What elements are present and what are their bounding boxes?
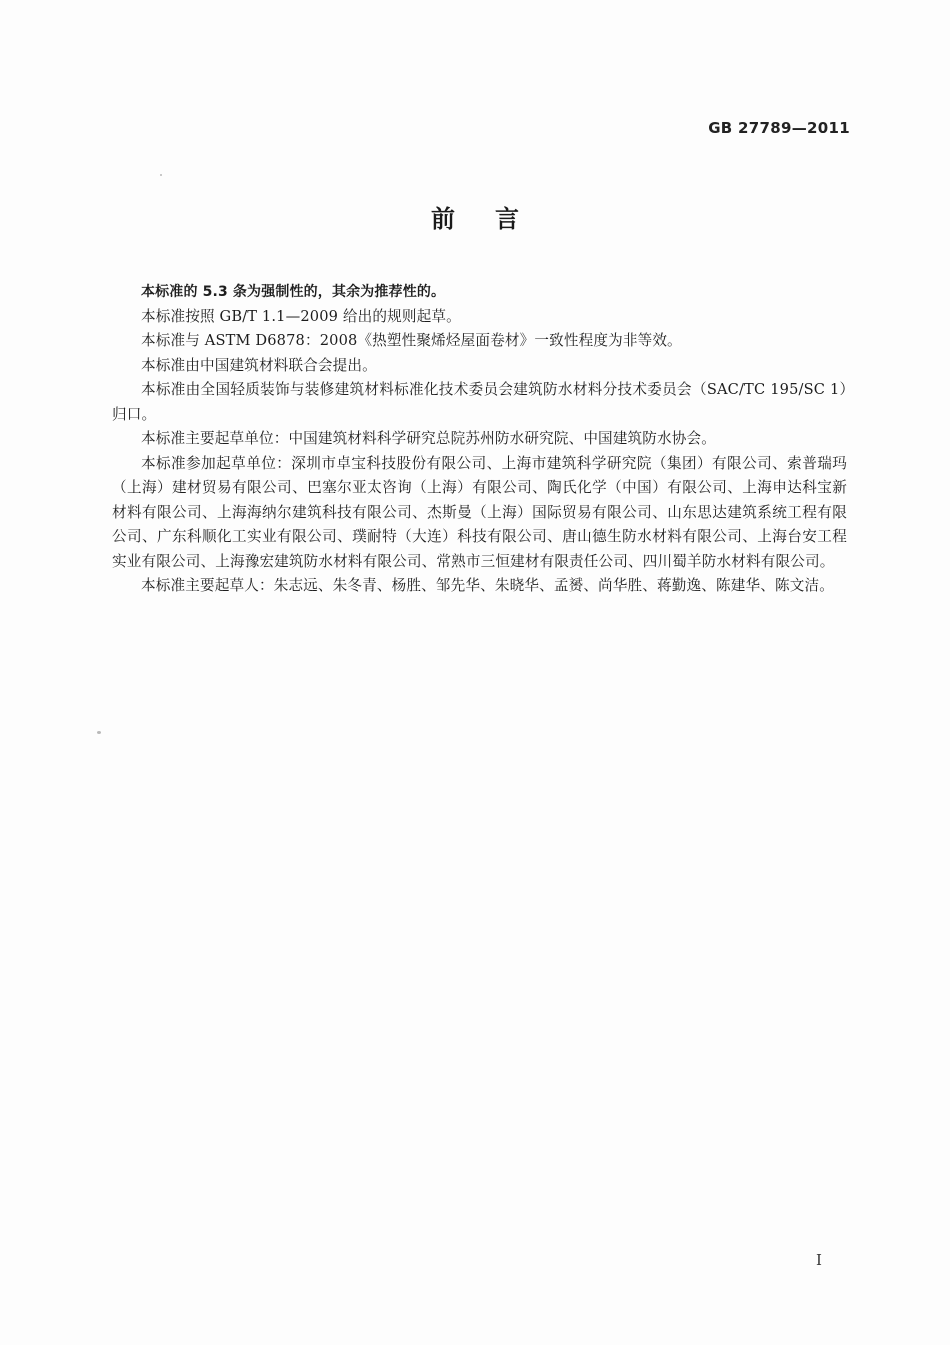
- paragraph-participating-orgs: 本标准参加起草单位：深圳市卓宝科技股份有限公司、上海市建筑科学研究院（集团）有限公司、索普瑞玛（上海）建材贸易有限公司、巴塞尔亚太咨询（上海）有限公司、陶氏化学（中国）有限公司、上海申达科宝新材料有限公司、上海海纳尔建筑科技有限公司、杰斯曼（上海）国际贸易有限公司、山东思达建筑系统工程有限公司、广东科顺化工实业有限公司、璞耐特（大连）科技有限公司、唐山德生防水材料有限公司、上海台安工程实业有限公司、上海豫宏建筑防水材料有限公司、常熟市三恒建材有限责任公司、四川蜀羊防水材料有限公司。: [112, 454, 847, 570]
- paragraph-equivalence: 本标准与 ASTM D6878：2008《热塑性聚烯烃屋面卷材》一致性程度为非等效。: [141, 332, 682, 349]
- page-title: 前言: [431, 205, 559, 233]
- paragraph-drafting-rules: 本标准按照 GB/T 1.1—2009 给出的规则起草。: [141, 307, 461, 325]
- paragraph-mandatory-clause: 本标准的 5.3 条为强制性的，其余为推荐性的。: [141, 284, 446, 300]
- paragraph-main-drafters: 本标准主要起草人：朱志远、朱冬青、杨胜、邹先华、朱晓华、孟赟、尚华胜、蒋勤逸、陈建华、陈文洁。: [141, 577, 834, 594]
- scan-speck: [160, 174, 162, 176]
- paragraph-proposer: 本标准由中国建筑材料联合会提出。: [141, 356, 377, 374]
- foreword-body: [112, 280, 847, 599]
- page-number: I: [816, 1251, 822, 1269]
- paragraph-main-drafters-org: 本标准主要起草单位：中国建筑材料科学研究总院苏州防水研究院、中国建筑防水协会。: [141, 430, 717, 447]
- paragraph-committee: 本标准由全国轻质装饰与装修建筑材料标准化技术委员会建筑防水材料分技术委员会（SAC/TC 195/SC 1）归口。: [112, 381, 847, 423]
- standard-code: GB 27789—2011: [708, 119, 850, 137]
- scan-speck: [97, 731, 101, 734]
